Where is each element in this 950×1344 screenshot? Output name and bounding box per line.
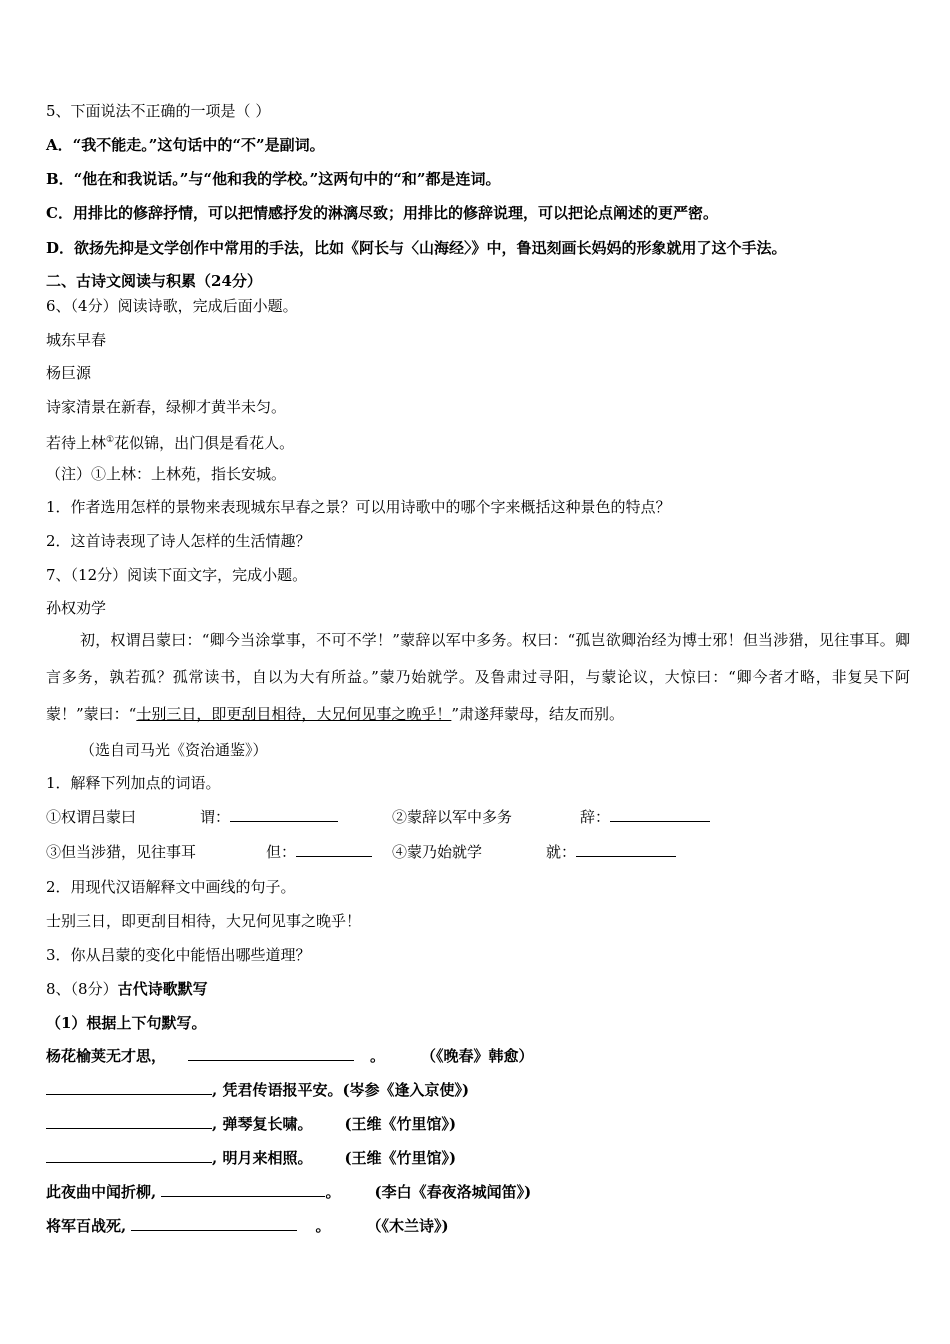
vocab-blank-1[interactable] bbox=[200, 807, 338, 827]
q6-sub-1: 1．作者选用怎样的景物来表现城东早春之景？可以用诗歌中的哪个字来概括这种景色的特点？ bbox=[46, 498, 671, 516]
dictation-5-end: 。 bbox=[325, 1183, 341, 1201]
vocab-blank-2[interactable] bbox=[580, 807, 710, 827]
vocab-label-3: 但： bbox=[266, 843, 297, 861]
dictation-3-source: (王维《竹里馆》) bbox=[344, 1115, 457, 1133]
vocab-item-2: ②蒙辞以军中多务 bbox=[392, 808, 513, 826]
dictation-line-3 bbox=[46, 1114, 456, 1134]
vocab-label-2: 辞： bbox=[580, 808, 611, 826]
q8-stem-title: 古代诗歌默写 bbox=[117, 980, 208, 998]
answer-blank[interactable] bbox=[296, 842, 372, 857]
passage-title: 孙权劝学 bbox=[46, 599, 107, 617]
poem-title: 城东早春 bbox=[46, 331, 107, 349]
vocab-item-3: ③但当涉猎，见往事耳 bbox=[46, 843, 197, 861]
vocab-item-4: ④蒙乃始就学 bbox=[392, 843, 483, 861]
vocab-blank-3[interactable] bbox=[266, 842, 372, 862]
answer-blank[interactable] bbox=[188, 1046, 354, 1061]
dictation-4-source: (王维《竹里馆》) bbox=[344, 1149, 457, 1167]
q5-stem: 5、下面说法不正确的一项是（ ） bbox=[46, 102, 271, 120]
poem-line-2-part-a: 若待上林 bbox=[46, 434, 107, 452]
dictation-4-text: , 明月来相照。 bbox=[212, 1149, 313, 1167]
q6-stem: 6、（4分）阅读诗歌，完成后面小题。 bbox=[46, 297, 298, 315]
q8-stem bbox=[46, 979, 208, 999]
poem-line-2 bbox=[46, 430, 294, 453]
passage-part-a: 初，权谓吕蒙曰：“卿今当涂掌事，不可不学！”蒙辞以军中多务。权曰：“孤岂欲卿治经为博士邪！但当涉猎，见往事耳。卿言多务，孰若孤？孤常读书，自以为大有所益。”蒙乃始就学。及鲁肃过寻阳，与蒙论议，大惊曰：“卿今者才略，非复吴下阿蒙！”蒙曰：“ bbox=[46, 631, 910, 723]
dictation-1-source: （《晚春》韩愈） bbox=[421, 1047, 534, 1065]
vocab-item-1: ①权谓吕蒙曰 bbox=[46, 808, 137, 826]
dictation-line-6 bbox=[46, 1216, 449, 1236]
q7-sub-1: 1．解释下列加点的词语。 bbox=[46, 774, 221, 792]
q7-sentence: 士别三日，即更刮目相待，大兄何见事之晚乎！ bbox=[46, 912, 362, 930]
dictation-1-prompt: 杨花榆荚无才思， bbox=[46, 1047, 167, 1065]
dictation-6-source: （《木兰诗》) bbox=[366, 1217, 449, 1235]
dictation-6-prompt: 将军百战死, bbox=[46, 1217, 132, 1235]
answer-blank[interactable] bbox=[46, 1114, 212, 1129]
passage-part-b: ”肃遂拜蒙母，结友而别。 bbox=[451, 705, 625, 723]
answer-blank[interactable] bbox=[161, 1182, 325, 1197]
answer-blank[interactable] bbox=[230, 807, 338, 822]
dictation-6-end: 。 bbox=[315, 1217, 331, 1235]
dictation-2-text: , 凭君传语报平安。(岑参《逢入京使》) bbox=[212, 1081, 470, 1099]
q5-option-d: D．欲扬先抑是文学创作中常用的手法，比如《阿长与〈山海经〉》中，鲁迅刻画长妈妈的形象就用了这个手法。 bbox=[46, 239, 787, 257]
poem-note: （注）①上林：上林苑，指长安城。 bbox=[46, 465, 287, 483]
answer-blank[interactable] bbox=[576, 842, 676, 857]
vocab-blank-4[interactable] bbox=[546, 842, 676, 862]
dictation-5-prompt: 此夜曲中闻折柳, bbox=[46, 1183, 162, 1201]
answer-blank[interactable] bbox=[131, 1216, 297, 1231]
poem-line-1: 诗家清景在新春，绿柳才黄半未匀。 bbox=[46, 398, 287, 416]
vocab-label-4: 就： bbox=[546, 843, 577, 861]
answer-blank[interactable] bbox=[46, 1148, 212, 1163]
poem-line-2-part-b: 花似锦，出门俱是看花人。 bbox=[114, 434, 295, 452]
section-title: 二、古诗文阅读与积累（24分） bbox=[46, 272, 262, 290]
dictation-3-text: , 弹琴复长啸。 bbox=[212, 1115, 313, 1133]
q5-option-b: B．“他在和我说话。”与“他和我的学校。”这两句中的“和”都是连词。 bbox=[46, 170, 501, 188]
dictation-1-end: 。 bbox=[370, 1047, 386, 1065]
poem-author: 杨巨源 bbox=[46, 364, 92, 382]
underlined-sentence: 士别三日，即更刮目相待，大兄何见事之晚乎！ bbox=[136, 705, 452, 723]
q6-sub-2: 2．这首诗表现了诗人怎样的生活情趣？ bbox=[46, 532, 311, 550]
dictation-line-1 bbox=[46, 1046, 534, 1066]
footnote-marker: ① bbox=[106, 435, 115, 445]
q8-sub-1: （1）根据上下句默写。 bbox=[46, 1014, 207, 1032]
classical-passage bbox=[46, 622, 910, 733]
vocab-label-1: 谓： bbox=[200, 808, 231, 826]
dictation-line-5 bbox=[46, 1182, 531, 1202]
dictation-line-2 bbox=[46, 1080, 469, 1100]
q5-option-a: A．“我不能走。”这句话中的“不”是副词。 bbox=[46, 136, 325, 154]
q7-stem: 7、（12分）阅读下面文字，完成小题。 bbox=[46, 566, 308, 584]
q5-option-c: C．用排比的修辞抒情，可以把情感抒发的淋漓尽致；用排比的修辞说理，可以把论点阐述的更严密。 bbox=[46, 204, 718, 222]
dictation-5-source: (李白《春夜洛城闻笛》) bbox=[374, 1183, 532, 1201]
answer-blank[interactable] bbox=[610, 807, 710, 822]
passage-source: （选自司马光《资治通鉴》） bbox=[80, 741, 268, 759]
q7-sub-3: 3．你从吕蒙的变化中能悟出哪些道理？ bbox=[46, 946, 311, 964]
q8-stem-number: 8、（8分） bbox=[46, 980, 118, 998]
answer-blank[interactable] bbox=[46, 1080, 212, 1095]
dictation-line-4 bbox=[46, 1148, 456, 1168]
q7-sub-2: 2．用现代汉语解释文中画线的句子。 bbox=[46, 878, 296, 896]
